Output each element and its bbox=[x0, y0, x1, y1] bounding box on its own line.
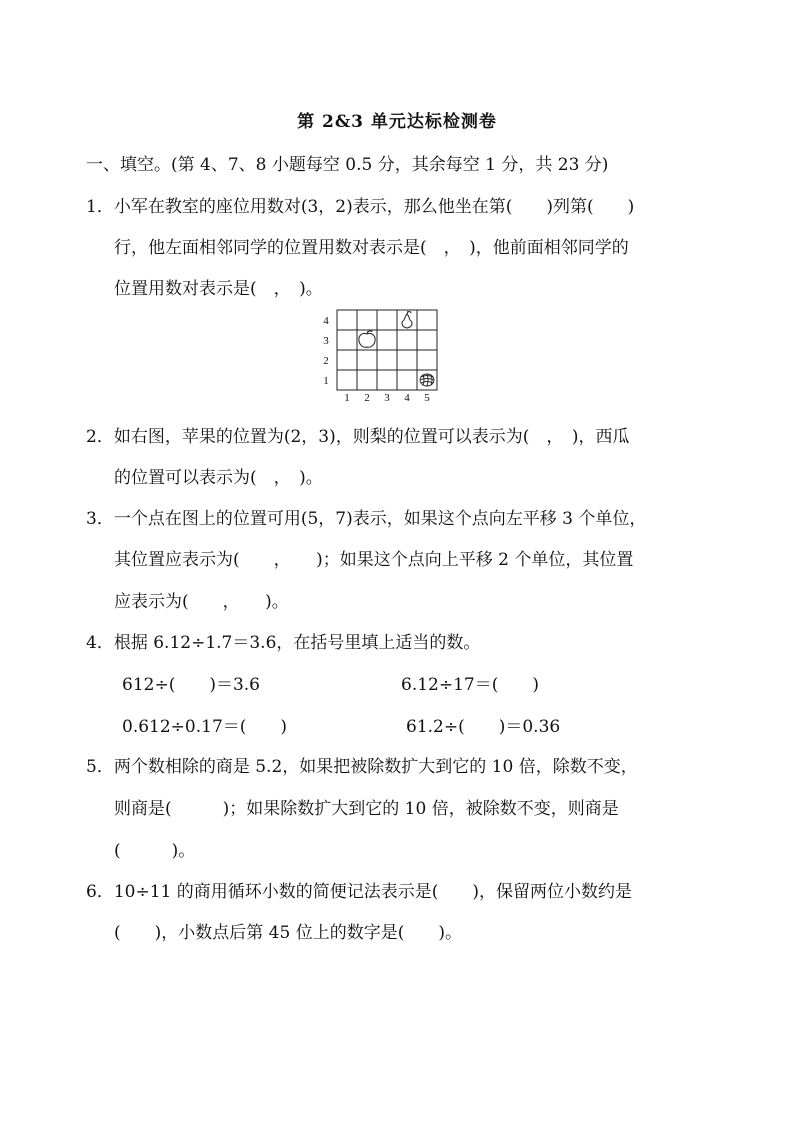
question-3-line-3: 应表示为( ， )。 bbox=[114, 592, 289, 612]
y-label-1: 1 bbox=[323, 375, 329, 387]
question-6-line-1: 6．10÷11 的商用循环小数的简便记法表示是( )，保留两位小数约是 bbox=[86, 882, 632, 902]
page-title: 第 2&3 单元达标检测卷 bbox=[297, 112, 497, 132]
question-6-line-2: ( )，小数点后第 45 位上的数字是( )。 bbox=[114, 923, 462, 943]
question-3-line-1: 3．一个点在图上的位置可用(5，7)表示，如果这个点向左平移 3 个单位， bbox=[86, 509, 647, 529]
question-4-item-a: 612÷( )＝3.6 bbox=[122, 675, 260, 695]
question-1-line-2: 行，他左面相邻同学的位置用数对表示是( ， )，他前面相邻同学的 bbox=[114, 238, 629, 258]
y-label-4: 4 bbox=[323, 315, 329, 327]
question-3-line-2: 其位置应表示为( ， )；如果这个点向上平移 2 个单位，其位置 bbox=[114, 550, 634, 570]
section-heading: 一、填空。(第 4、7、8 小题每空 0.5 分，其余每空 1 分，共 23 分) bbox=[86, 155, 609, 175]
x-label-1: 1 bbox=[344, 392, 350, 401]
question-2-line-1: 2．如右图，苹果的位置为(2，3)，则梨的位置可以表示为( ， )，西瓜 bbox=[86, 427, 630, 447]
apple-icon bbox=[359, 331, 375, 347]
y-label-2: 2 bbox=[323, 355, 329, 367]
x-label-3: 3 bbox=[384, 392, 390, 401]
question-1-line-3: 位置用数对表示是( ， )。 bbox=[114, 279, 323, 299]
question-4-item-b: 6.12÷17＝( ) bbox=[401, 675, 539, 695]
question-4-item-d: 61.2÷( )＝0.36 bbox=[406, 717, 561, 737]
x-label-2: 2 bbox=[364, 392, 370, 401]
question-1-line-1: 1．小军在教室的座位用数对(3，2)表示，那么他坐在第( )列第( ) bbox=[86, 197, 635, 217]
question-4-item-c: 0.612÷0.17＝( ) bbox=[122, 717, 288, 737]
question-4-line-1: 4．根据 6.12÷1.7＝3.6，在括号里填上适当的数。 bbox=[86, 633, 481, 653]
position-grid-figure bbox=[310, 305, 450, 405]
pear-icon bbox=[402, 311, 412, 328]
watermelon-icon bbox=[420, 374, 434, 386]
question-2-line-2: 的位置可以表示为( ， )。 bbox=[114, 468, 323, 488]
question-5-line-1: 5．两个数相除的商是 5.2，如果把被除数扩大到它的 10 倍，除数不变， bbox=[86, 757, 638, 777]
question-5-line-2: 则商是( )；如果除数扩大到它的 10 倍，被除数不变，则商是 bbox=[114, 799, 619, 819]
question-5-line-3: ( )。 bbox=[114, 841, 196, 861]
y-label-3: 3 bbox=[323, 335, 329, 347]
x-label-5: 5 bbox=[424, 392, 430, 401]
x-label-4: 4 bbox=[404, 392, 410, 401]
